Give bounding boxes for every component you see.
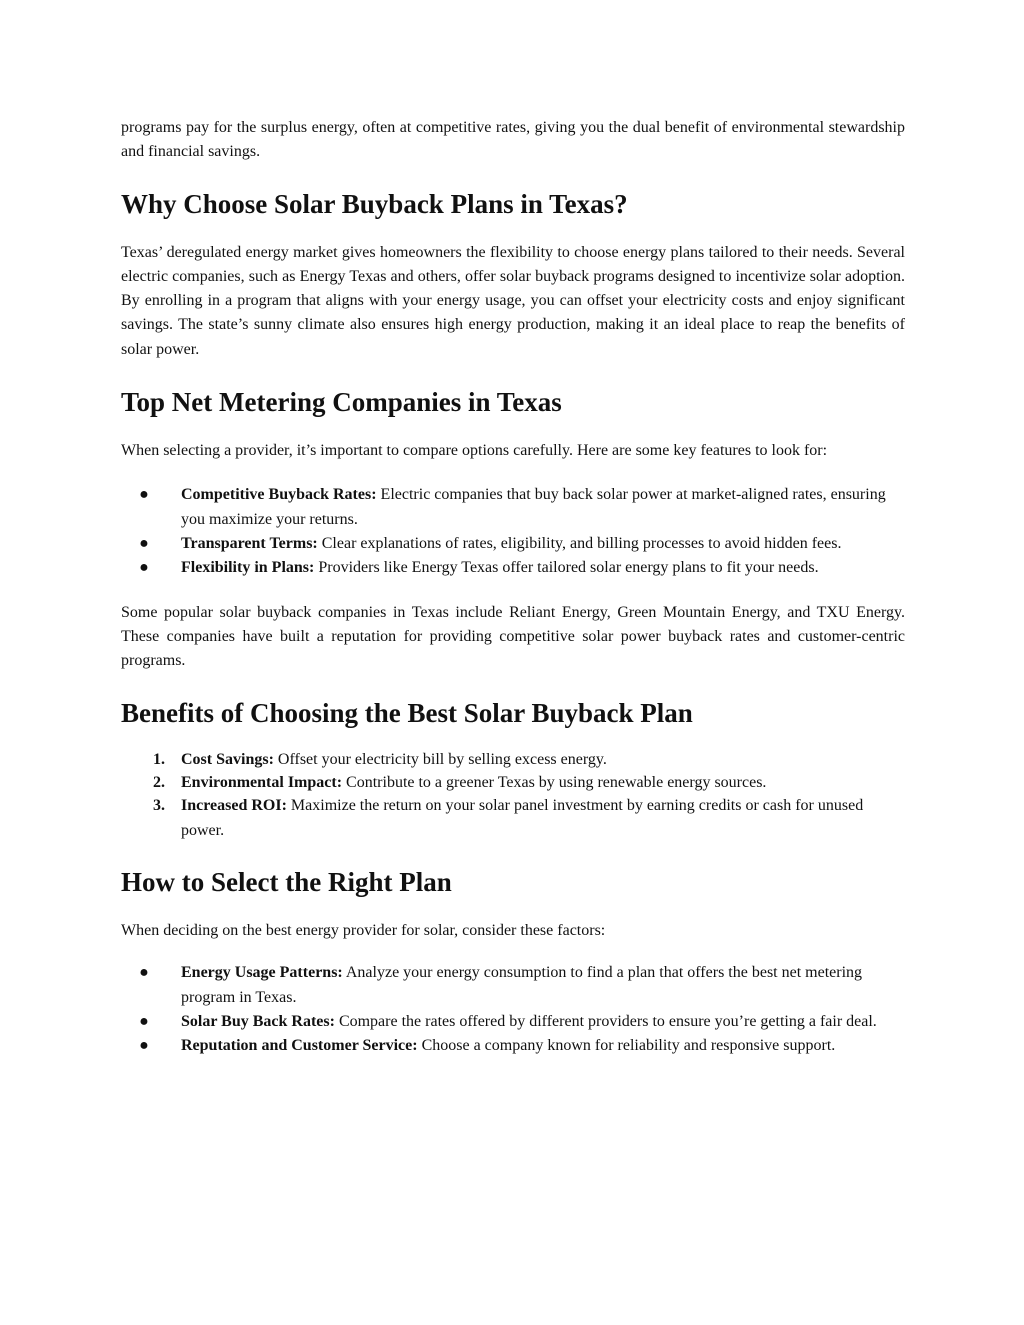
- bullet-icon: ●: [139, 1037, 149, 1055]
- section-heading-select-plan: How to Select the Right Plan: [121, 867, 452, 898]
- bullet-icon: ●: [139, 964, 149, 982]
- list-item-text: Compare the rates offered by different providers to ensure you’re getting a fair deal.: [334, 1012, 877, 1030]
- section-heading-why-choose: Why Choose Solar Buyback Plans in Texas?: [121, 188, 628, 219]
- benefits-list: [121, 748, 905, 843]
- list-item: [121, 532, 905, 556]
- bullet-icon: ●: [139, 534, 149, 552]
- list-item-term: Reputation and Customer Service:: [181, 1037, 418, 1055]
- list-item: [121, 1034, 905, 1058]
- list-item-term: Flexibility in Plans:: [181, 559, 315, 577]
- list-number: 2.: [153, 774, 165, 792]
- list-item: [121, 1010, 905, 1034]
- section-heading-top-companies: Top Net Metering Companies in Texas: [121, 387, 562, 418]
- bullet-icon: ●: [139, 1012, 149, 1030]
- list-item-term: Solar Buy Back Rates:: [181, 1012, 335, 1030]
- bullet-icon: ●: [139, 559, 149, 577]
- list-item-term: Competitive Buyback Rates:: [181, 486, 377, 504]
- section-heading-benefits: Benefits of Choosing the Best Solar Buyback Plan: [121, 698, 693, 729]
- list-item-text: Clear explanations of rates, eligibility, and billing processes to avoid hidden fees.: [317, 534, 842, 552]
- list-item-term: Increased ROI:: [181, 797, 287, 815]
- list-item-text: Electric companies that buy back solar power at market-aligned rates, ensuring you maximize your returns.: [181, 486, 886, 528]
- list-item-text: Providers like Energy Texas offer tailored solar energy plans to fit your needs.: [314, 559, 819, 577]
- popular-companies-paragraph: Some popular solar buyback companies in Texas include Reliant Energy, Green Mountain Energy, and TXU Energy. These companies have built a reputation for providing competitive solar power buyback rates and customer-centric programs.: [121, 603, 905, 670]
- factors-list: [121, 961, 905, 1058]
- list-item-term: Cost Savings:: [181, 751, 274, 769]
- key-features-list: [121, 483, 905, 580]
- list-item: [121, 556, 905, 580]
- why-choose-paragraph: Texas’ deregulated energy market gives homeowners the flexibility to choose energy plans tailored to their needs. Several electric companies, such as Energy Texas and others, offer solar buyback programs designed to incentivize solar adoption. By enrolling in a program that aligns with your energy usage, you can offset your electricity costs and enjoy significant savings. The state’s sunny climate also ensures high energy production, making it an ideal place to reap the benefits of solar power.: [121, 243, 905, 358]
- list-item-term: Transparent Terms:: [181, 534, 318, 552]
- list-item-term: Energy Usage Patterns:: [181, 964, 343, 982]
- list-item: [121, 771, 905, 794]
- list-item: [121, 794, 905, 843]
- list-item-text: Offset your electricity bill by selling excess energy.: [273, 751, 607, 769]
- list-item-text: Analyze your energy consumption to find a plan that offers the best net metering program in Texas.: [181, 964, 863, 1006]
- select-plan-intro: When deciding on the best energy provider for solar, consider these factors:: [121, 922, 606, 940]
- list-number: 3.: [153, 797, 165, 815]
- intro-paragraph: programs pay for the surplus energy, often at competitive rates, giving you the dual benefit of environmental stewardship and financial savings.: [121, 119, 905, 161]
- list-number: 1.: [153, 751, 165, 769]
- document-page: [121, 116, 905, 1059]
- list-item-text: Contribute to a greener Texas by using renewable energy sources.: [342, 774, 767, 792]
- list-item-text: Maximize the return on your solar panel investment by earning credits or cash for unused power.: [181, 797, 864, 839]
- top-companies-intro: When selecting a provider, it’s important to compare options carefully. Here are some key features to look for:: [121, 442, 828, 460]
- list-item: [121, 483, 905, 532]
- list-item: [121, 748, 905, 771]
- bullet-icon: ●: [139, 486, 149, 504]
- list-item-term: Environmental Impact:: [181, 774, 343, 792]
- list-item: [121, 961, 905, 1010]
- list-item-text: Choose a company known for reliability and responsive support.: [417, 1037, 836, 1055]
